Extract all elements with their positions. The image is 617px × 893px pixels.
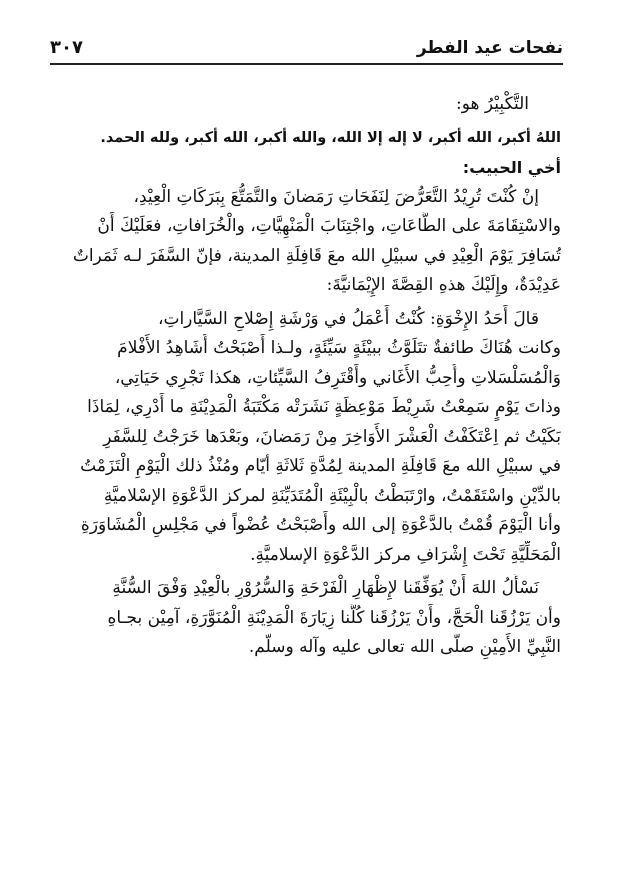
text-line: قالَ أَحَدُ الإِخْوَةِ: كُنْتُ أَعْمَلُ في وَرْشَةِ إِصْلاحِ السَّيَّاراتِ، [157, 308, 539, 329]
paragraph-2 [50, 305, 561, 571]
text-line: نَسْأَلُ اللهَ أَنْ يُوَفِّقَنا لإِظْهَارِ الْفَرْحَةِ وَالسُّرُوْرِ بالْعِيْدِ وَفْقَ السُّنَّةِ [112, 578, 539, 598]
text-line: عَدِيْدَةٌ، وإِلَيْكَ هذهِ القِصَّةَ الإِيْمَانيَّةَ: [326, 275, 561, 295]
takbir-text: اللهُ أكبر، الله أكبر، لا إله إلا الله، والله أكبر، الله أكبر، ولله الحمد. [100, 129, 561, 146]
running-header [50, 28, 563, 58]
text-line: وكانت هُنَاكَ طائفةٌ تتَلَوَّثُ ببيْئَةٍ سَيِّئَةٍ، ولـذا أَصْبَحْتُ أُشَاهِدُ الأَفْلامَ [117, 338, 561, 358]
text-line: والاسْتِقَامَةَ على الطَّاعَاتِ، واجْتِنَابَ الْمَنْهِيَّاتِ، والْخُرَافاتِ، فعَلَيْكَ أَنْ [97, 216, 561, 236]
paragraph-1 [50, 183, 561, 301]
text-line: وَالْمُسَلْسَلاتِ وأُحِبُّ الأَغَاني وأَقْتَرِفُ السَّيِّئاتِ، هكذا تَجْرِي حَيَاتِي، [114, 367, 561, 388]
text-line: وذاتَ يَوْمٍ سَمِعْتُ شَرِيْطَ مَوْعِظَةٍ نَشَرَتْه مَكْتَبَةُ الْمَدِيْنَةِ ما أَدْرِي، لِمَاذَا [87, 397, 561, 417]
takbir-label: التَّكْبِيْرُ هو: [456, 94, 529, 114]
text-line: الْمَحَلِّيَّةِ تَحْتَ إِشْرَافِ مركز الدَّعْوَةِ الإسلاميَّةِ. [250, 544, 561, 565]
text-line: تُسَافِرَ يَوْمَ الْعِيْدِ في سبيْلِ الله معَ قَافِلَةِ المدينة، فإنّ السَّفَرَ لـه ثَمَراتٌ [72, 245, 561, 266]
address-heading: أخي الحبيب: [462, 158, 561, 177]
text-line: بَكَيْتُ ثم اِعْتَكَفْتُ الْعَشْرَ الأَوَاخِرَ مِنْ رَمَضانَ، وبَعْدَها خَرَجْتُ لِلسَّفَرِ [103, 426, 561, 447]
text-line: في سبيْلِ الله معَ قَافِلَةِ المدينة لِمُدَّةِ ثَلاثَةِ أيّام ومُنْذُ ذلك الْيَوْمِ الْتَزَمْتُ [80, 456, 561, 476]
paragraph-3 [50, 574, 561, 663]
header-title: نفحات عيد الفطر [416, 38, 563, 58]
page-number: ٣٠٧ [50, 37, 83, 58]
text-line: إنْ كُنْتَ تُرِيْدُ التَّعَرُّضَ لِنَفَحَاتِ رَمَضانَ والتَّمَتُّعَ بِبَرَكَاتِ الْعِيْدِ، [133, 186, 539, 207]
text-line: بالدِّيْنِ واسْتَقَمْتُ، وارْتَبَطْتُ بالْبِيْئَةِ الْمُتَدَيِّنَةِ لمركز الدَّعْوَةِ الإسْلاميَّةِ [103, 485, 561, 506]
text-line: وأنا الْيَوْمَ قُمْتُ بالدَّعْوَةِ إلى الله وأَصْبَحْتُ عُضْواً في مَجْلِسِ الْمُشَاوَرَةِ [80, 515, 561, 535]
header-divider [50, 63, 563, 65]
text-line: وأن يَرْزُقَنا الْحَجَّ، وأَنْ يَرْزُقَنا كُلَّنا زِيَارَةَ الْمَدِيْنَةِ الْمُنَوَّرَةِ، آمِيْن بجـاهِ [107, 607, 561, 628]
body-text [50, 90, 561, 663]
text-line: النَّبِيِّ الأَمِيْنِ صلّى الله تعالى عليه وآله وسلّم. [248, 637, 561, 657]
